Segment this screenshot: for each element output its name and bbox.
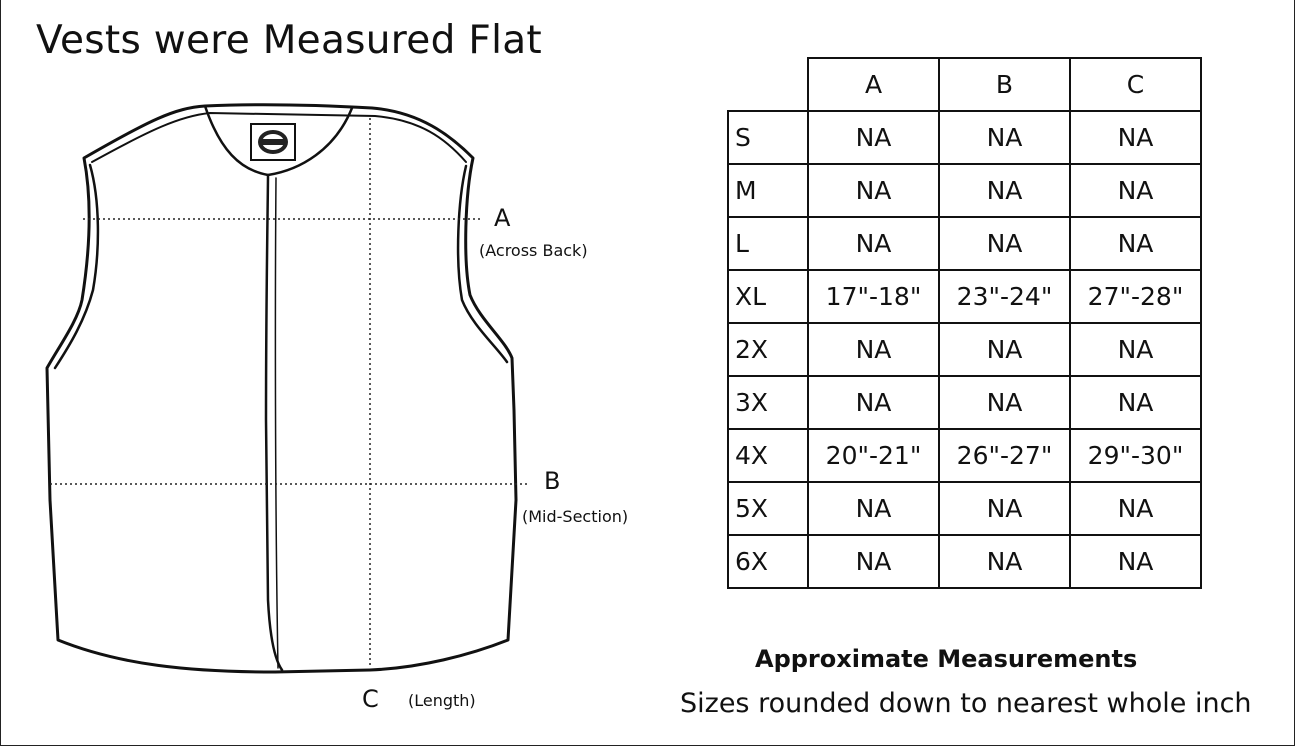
table-row xyxy=(728,429,1201,482)
c-cell: NA xyxy=(1070,482,1201,535)
table-row xyxy=(728,217,1201,270)
a-cell: NA xyxy=(808,323,939,376)
a-cell: NA xyxy=(808,217,939,270)
table-header-a: A xyxy=(808,58,939,111)
b-cell: NA xyxy=(939,111,1070,164)
table-row xyxy=(728,323,1201,376)
logo-icon xyxy=(251,124,295,160)
table-header-row xyxy=(728,58,1201,111)
c-cell: 27"-28" xyxy=(1070,270,1201,323)
table-header-blank xyxy=(728,58,808,111)
size-cell: M xyxy=(728,164,808,217)
a-cell: NA xyxy=(808,376,939,429)
vest-lining xyxy=(55,165,98,368)
size-cell: XL xyxy=(728,270,808,323)
label-b: B xyxy=(544,467,561,495)
vest-front-edge xyxy=(275,178,278,668)
c-cell: NA xyxy=(1070,323,1201,376)
size-cell: S xyxy=(728,111,808,164)
size-cell: 3X xyxy=(728,376,808,429)
b-cell: NA xyxy=(939,482,1070,535)
b-cell: 23"-24" xyxy=(939,270,1070,323)
b-cell: NA xyxy=(939,323,1070,376)
table-row xyxy=(728,164,1201,217)
a-cell: NA xyxy=(808,535,939,588)
c-cell: NA xyxy=(1070,111,1201,164)
a-cell: 20"-21" xyxy=(808,429,939,482)
size-cell: L xyxy=(728,217,808,270)
b-cell: NA xyxy=(939,217,1070,270)
label-c: C xyxy=(362,685,379,713)
table-row xyxy=(728,270,1201,323)
label-a: A xyxy=(494,204,511,232)
table-row xyxy=(728,111,1201,164)
rounding-note: Sizes rounded down to nearest whole inch xyxy=(680,688,1252,719)
size-cell: 5X xyxy=(728,482,808,535)
c-cell: 29"-30" xyxy=(1070,429,1201,482)
c-cell: NA xyxy=(1070,535,1201,588)
label-a-desc: (Across Back) xyxy=(479,241,588,260)
size-cell: 4X xyxy=(728,429,808,482)
c-cell: NA xyxy=(1070,164,1201,217)
a-cell: NA xyxy=(808,164,939,217)
page-title: Vests were Measured Flat xyxy=(36,18,542,63)
size-chart-table xyxy=(727,57,1202,589)
b-cell: 26"-27" xyxy=(939,429,1070,482)
a-cell: NA xyxy=(808,111,939,164)
c-cell: NA xyxy=(1070,376,1201,429)
approx-heading: Approximate Measurements xyxy=(755,645,1138,673)
label-b-desc: (Mid-Section) xyxy=(522,507,629,526)
a-cell: NA xyxy=(808,482,939,535)
size-cell: 6X xyxy=(728,535,808,588)
table-row xyxy=(728,376,1201,429)
b-cell: NA xyxy=(939,535,1070,588)
size-cell: 2X xyxy=(728,323,808,376)
table-row xyxy=(728,482,1201,535)
c-cell: NA xyxy=(1070,217,1201,270)
b-cell: NA xyxy=(939,164,1070,217)
table-header-c: C xyxy=(1070,58,1201,111)
vest-outline xyxy=(47,105,516,672)
table-header-b: B xyxy=(939,58,1070,111)
table-row xyxy=(728,535,1201,588)
a-cell: 17"-18" xyxy=(808,270,939,323)
b-cell: NA xyxy=(939,376,1070,429)
vest-front-opening xyxy=(266,175,282,670)
label-c-desc: (Length) xyxy=(408,691,476,710)
